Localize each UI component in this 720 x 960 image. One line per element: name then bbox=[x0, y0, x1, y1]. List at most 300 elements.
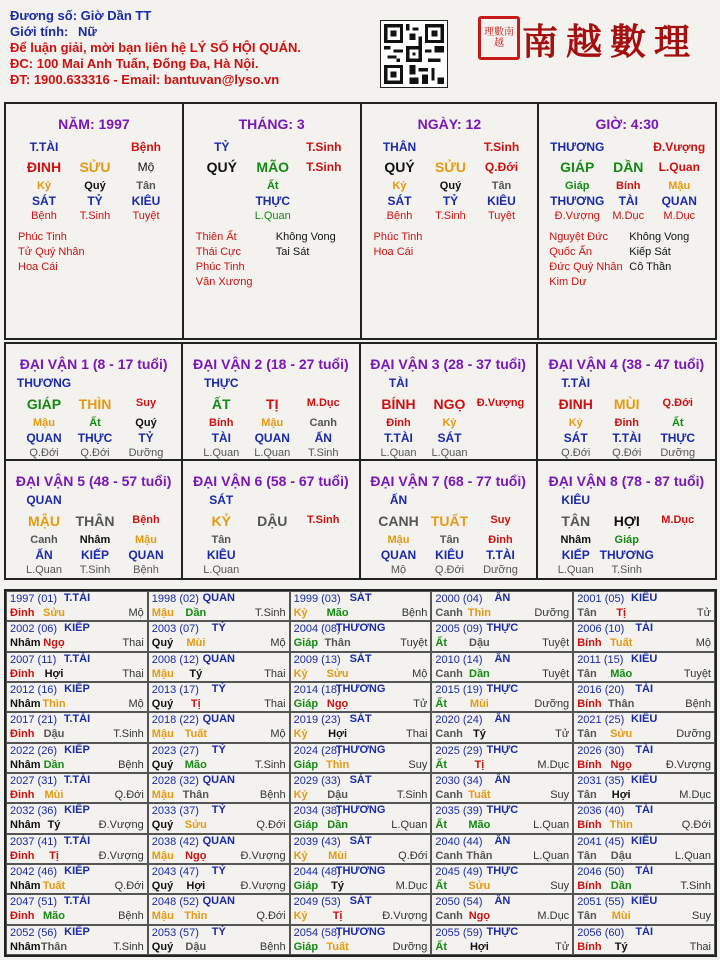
annual-cell bbox=[148, 652, 290, 682]
annual-god: SÁT bbox=[349, 713, 372, 726]
dai-van-stage: Suy bbox=[490, 514, 511, 526]
dai-van-god: THỰC bbox=[203, 376, 239, 390]
annual-cell bbox=[6, 743, 148, 773]
annual-god: TỶ bbox=[211, 804, 226, 817]
annual-cell bbox=[431, 682, 573, 712]
annual-can: Ất bbox=[435, 819, 447, 832]
annual-year: 2010 (14) bbox=[435, 653, 483, 666]
annual-can: Mậu bbox=[151, 910, 174, 923]
annual-year: 2007 (11) bbox=[10, 653, 57, 666]
hidden-stem-2: Bính bbox=[616, 180, 641, 192]
annual-year: 2000 (04) bbox=[435, 593, 483, 605]
annual-cell bbox=[6, 652, 148, 682]
annual-god: SÁT bbox=[349, 652, 372, 665]
annual-chi: Tị bbox=[616, 607, 627, 619]
annual-stage: L.Quan bbox=[533, 819, 570, 832]
dai-van-title: ĐẠI VẬN 7 (68 - 77 tuổi) bbox=[370, 473, 526, 489]
pillar-can: QUÝ bbox=[384, 159, 415, 175]
annual-stage: T.Sinh bbox=[396, 789, 428, 801]
dai-van-title: ĐẠI VẬN 1 (8 - 17 tuổi) bbox=[19, 356, 168, 372]
hidden-stage-2: M.Dục bbox=[612, 210, 645, 222]
annual-god: KIÊU bbox=[631, 834, 658, 847]
hidden-stage-1: L.Quan bbox=[380, 447, 417, 459]
annual-god: TÀI bbox=[635, 804, 654, 817]
hidden-stem-2: Mậu bbox=[261, 417, 284, 429]
annual-year: 2045 (49) bbox=[435, 866, 483, 878]
annual-cell bbox=[6, 803, 148, 833]
annual-can: Nhâm bbox=[10, 758, 41, 771]
dai-van-god: KIÊU bbox=[561, 493, 591, 507]
annual-year: 2006 (10) bbox=[577, 623, 625, 636]
annual-stage: Suy bbox=[408, 758, 428, 771]
annual-can: Đinh bbox=[10, 728, 35, 741]
annual-cell bbox=[431, 773, 573, 803]
annual-year: 2024 (28) bbox=[293, 744, 341, 757]
annual-cell bbox=[148, 621, 290, 651]
annual-cell bbox=[431, 894, 573, 924]
annual-chi: Thìn bbox=[184, 910, 208, 923]
annual-god: TỶ bbox=[211, 683, 226, 695]
annual-god: KIẾP bbox=[64, 865, 90, 877]
dai-van-stage: Q.Đới bbox=[662, 397, 693, 409]
annual-can: Bính bbox=[577, 940, 602, 953]
qr-code-icon[interactable] bbox=[380, 20, 448, 88]
hidden-stem-2: Quý bbox=[439, 180, 462, 192]
annual-chi: Tuất bbox=[609, 637, 633, 650]
annual-can: Đinh bbox=[10, 607, 35, 619]
annual-cell bbox=[290, 834, 432, 864]
hidden-god-3: QUAN bbox=[661, 194, 697, 208]
annual-chi: Thân bbox=[40, 940, 68, 953]
annual-year: 2038 (42) bbox=[151, 835, 199, 848]
hidden-god-2: THỰC bbox=[77, 431, 113, 445]
annual-chi: Sửu bbox=[326, 667, 349, 680]
dai-van-cell bbox=[538, 461, 715, 578]
annual-can: Bính bbox=[577, 819, 602, 832]
annual-god: THƯƠNG bbox=[335, 683, 386, 695]
annual-year: 2009 (13) bbox=[293, 653, 341, 666]
annual-cell bbox=[148, 925, 290, 955]
pillar-chi: SỬU bbox=[434, 159, 467, 175]
pillar-chi: MÃO bbox=[256, 159, 290, 175]
annual-chi: Hợi bbox=[44, 667, 64, 680]
annual-can: Đinh bbox=[10, 667, 35, 680]
annual-god: SÁT bbox=[349, 592, 372, 604]
annual-god: QUAN bbox=[202, 774, 235, 786]
hidden-god-1: QUAN bbox=[26, 431, 62, 445]
annual-cell bbox=[6, 894, 148, 924]
annual-chi: Mão bbox=[468, 819, 491, 832]
hidden-god-1: SÁT bbox=[563, 431, 588, 445]
annual-god: T.TÀI bbox=[63, 652, 91, 665]
dai-van-god: T.TÀI bbox=[561, 376, 591, 390]
annual-chi: Hợi bbox=[469, 940, 489, 953]
pillar-god-right: T.Sinh bbox=[483, 140, 520, 154]
annual-can: Quý bbox=[151, 698, 174, 710]
annual-god: THỰC bbox=[486, 865, 519, 877]
annual-stage: T.Sinh bbox=[680, 880, 711, 892]
hidden-stage-3: Tuyệt bbox=[487, 210, 516, 222]
annual-stage: T.Sinh bbox=[255, 758, 286, 771]
hidden-god-3: THỰC bbox=[660, 431, 696, 445]
pillar-day bbox=[362, 104, 540, 338]
annual-cell bbox=[573, 773, 715, 803]
annual-cell bbox=[6, 591, 148, 621]
annual-stage: Tuyệt bbox=[400, 637, 428, 650]
annual-can: Tân bbox=[577, 789, 597, 801]
annual-stage: M.Dục bbox=[537, 758, 570, 771]
hidden-stem-1: Mậu bbox=[33, 417, 55, 429]
annual-can: Đinh bbox=[10, 849, 35, 862]
annual-cell bbox=[6, 773, 148, 803]
annual-chi: Thân bbox=[324, 637, 351, 650]
annual-god: QUAN bbox=[202, 713, 235, 726]
annual-chi: Dần bbox=[469, 667, 490, 680]
dai-van-cell bbox=[538, 344, 715, 461]
annual-cell bbox=[290, 803, 432, 833]
annual-chi: Mùi bbox=[44, 789, 64, 801]
annual-god: ẤN bbox=[494, 834, 511, 847]
annual-god: KIẾP bbox=[64, 622, 90, 635]
hidden-stage-2: L.Quan bbox=[431, 447, 468, 459]
annual-stage: Suy bbox=[692, 910, 711, 923]
annual-god: T.TÀI bbox=[63, 895, 91, 908]
special-stars-left: Thiên Ất Thái Cực Phúc Tinh Văn Xương bbox=[195, 231, 253, 288]
annual-year: 2036 (40) bbox=[577, 805, 625, 818]
annual-year: 2013 (17) bbox=[151, 684, 199, 696]
annual-year: 1999 (03) bbox=[293, 593, 341, 605]
annual-can: Nhâm bbox=[10, 637, 41, 650]
pillar-chi-god: Bệnh bbox=[131, 140, 161, 154]
annual-chi: Dậu bbox=[185, 940, 207, 953]
annual-can: Mậu bbox=[151, 728, 174, 741]
annual-god: TỶ bbox=[211, 743, 226, 756]
annual-stage: Thai bbox=[689, 940, 711, 953]
annual-year: 2015 (19) bbox=[435, 684, 483, 696]
annual-stage: Đ.Vượng bbox=[98, 819, 144, 832]
annual-can: Giáp bbox=[293, 758, 319, 771]
hidden-stage-2: T.Sinh bbox=[435, 210, 466, 222]
annual-can: Ất bbox=[435, 758, 447, 771]
annual-god: ẤN bbox=[494, 592, 511, 604]
annual-can: Kỷ bbox=[293, 728, 308, 741]
annual-stage: Suy bbox=[550, 789, 570, 801]
annual-year: 2002 (06) bbox=[10, 623, 58, 636]
annual-can: Tân bbox=[577, 910, 597, 923]
annual-god: QUAN bbox=[202, 834, 235, 847]
dai-van-stage: Đ.Vượng bbox=[476, 397, 525, 409]
special-stars-left: Nguyệt Đức Quốc Ấn Đức Quý Nhân Kim Dư bbox=[549, 231, 623, 288]
annual-stage: Tử bbox=[555, 728, 570, 741]
annual-year: 1998 (02) bbox=[151, 593, 199, 605]
annual-cell bbox=[148, 894, 290, 924]
annual-cell bbox=[573, 834, 715, 864]
annual-cell bbox=[431, 712, 573, 742]
hidden-stem-3: Mậu bbox=[668, 180, 691, 192]
annual-god: TÀI bbox=[635, 865, 654, 877]
annual-can: Canh bbox=[435, 910, 463, 923]
annual-stage: Đ.Vượng bbox=[240, 849, 286, 862]
annual-god: QUAN bbox=[202, 592, 235, 604]
annual-year: 2033 (37) bbox=[151, 805, 199, 818]
annual-god: THỰC bbox=[486, 804, 519, 817]
pillar-year bbox=[6, 104, 184, 338]
annual-cell bbox=[148, 834, 290, 864]
annual-stage: Q.Đới bbox=[398, 849, 428, 862]
annual-year: 2053 (57) bbox=[151, 926, 199, 939]
annual-cell bbox=[290, 925, 432, 955]
annual-year: 2032 (36) bbox=[10, 805, 58, 818]
hidden-god-2: QUAN bbox=[254, 431, 290, 445]
annual-cell bbox=[573, 621, 715, 651]
annual-can: Giáp bbox=[293, 880, 319, 892]
annual-god: TÀI bbox=[635, 622, 654, 635]
annual-can: Canh bbox=[435, 849, 463, 862]
hidden-stage-3: M.Dục bbox=[663, 210, 696, 222]
hidden-stage-1: L.Quan bbox=[557, 564, 594, 576]
annual-luck-table bbox=[4, 589, 717, 957]
annual-chi: Ngọ bbox=[185, 849, 207, 862]
hidden-god-1: T.TÀI bbox=[384, 431, 413, 445]
dai-van-cell bbox=[361, 461, 538, 578]
annual-year: 2020 (24) bbox=[435, 714, 483, 727]
hidden-god-3: TỶ bbox=[138, 431, 154, 445]
pillar-god: THƯƠNG bbox=[550, 140, 605, 154]
annual-cell bbox=[290, 652, 432, 682]
annual-year: 2037 (41) bbox=[10, 835, 58, 848]
annual-chi: Mùi bbox=[186, 637, 206, 650]
annual-cell bbox=[573, 864, 715, 894]
annual-can: Giáp bbox=[293, 819, 319, 832]
pillar-god: TỶ bbox=[214, 140, 230, 154]
dai-van-chi: NGỌ bbox=[433, 396, 466, 412]
hidden-stem-1: Tân bbox=[211, 534, 232, 546]
hidden-god-2: T.TÀI bbox=[612, 431, 642, 445]
hidden-stage-2: Q.Đới bbox=[434, 564, 465, 576]
annual-cell bbox=[573, 894, 715, 924]
annual-cell bbox=[431, 621, 573, 651]
annual-can: Tân bbox=[577, 607, 597, 619]
annual-year: 2047 (51) bbox=[10, 896, 58, 909]
annual-stage: M.Dục bbox=[537, 910, 570, 923]
annual-cell bbox=[148, 864, 290, 894]
annual-god: TỶ bbox=[211, 622, 226, 635]
annual-cell bbox=[6, 864, 148, 894]
annual-stage: Mộ bbox=[695, 637, 711, 650]
annual-can: Canh bbox=[435, 728, 463, 741]
address-line: ĐC: 100 Mai Anh Tuấn, Đống Đa, Hà Nội. bbox=[10, 56, 259, 71]
hidden-god-3: KIÊU bbox=[131, 194, 161, 208]
annual-can: Quý bbox=[151, 819, 174, 832]
annual-chi: Mùi bbox=[611, 910, 631, 923]
annual-chi: Hợi bbox=[611, 789, 631, 801]
phone-email-line: ĐT: 1900.633316 - Email: bantuvan@lyso.vn bbox=[10, 72, 280, 87]
annual-cell bbox=[148, 803, 290, 833]
annual-stage: T.Sinh bbox=[113, 728, 144, 741]
contact-line: Để luận giải, mời bạn liên hệ LÝ SỐ HỘI QUÁN. bbox=[10, 40, 301, 55]
annual-stage: Thai bbox=[264, 698, 286, 710]
pillar-chi: DẦN bbox=[613, 159, 644, 175]
annual-god: T.TÀI bbox=[63, 713, 91, 726]
hidden-god-1: THỰC bbox=[255, 194, 291, 208]
annual-cell bbox=[290, 864, 432, 894]
annual-stage: Tử bbox=[696, 607, 711, 619]
pillar-chi-stage: L.Quan bbox=[658, 160, 700, 174]
dai-van-cell bbox=[361, 344, 538, 461]
annual-cell bbox=[431, 834, 573, 864]
hidden-god-1: SÁT bbox=[387, 194, 412, 208]
annual-god: THỰC bbox=[486, 743, 519, 756]
hidden-god-1: QUAN bbox=[380, 548, 417, 562]
annual-god: THƯƠNG bbox=[335, 743, 386, 756]
annual-chi: Ngọ bbox=[43, 637, 65, 650]
hidden-god-2: THƯƠNG bbox=[599, 548, 654, 562]
annual-stage: Tuyệt bbox=[683, 667, 711, 680]
dai-van-stage: T.Sinh bbox=[307, 514, 340, 526]
annual-god: KIẾP bbox=[64, 804, 90, 817]
annual-stage: Bệnh bbox=[401, 607, 428, 619]
annual-chi: Mùi bbox=[469, 698, 489, 710]
annual-chi: Thìn bbox=[42, 698, 66, 710]
annual-can: Giáp bbox=[293, 940, 319, 953]
annual-chi: Tý bbox=[331, 880, 345, 892]
hidden-god-1: TÀI bbox=[211, 431, 231, 445]
annual-year: 2041 (45) bbox=[577, 835, 625, 848]
annual-year: 2031 (35) bbox=[577, 775, 625, 787]
annual-god: SÁT bbox=[349, 774, 372, 786]
annual-chi: Thìn bbox=[467, 607, 491, 619]
annual-chi: Tý bbox=[47, 819, 61, 832]
hidden-god-2: TỶ bbox=[442, 194, 459, 208]
annual-can: Canh bbox=[435, 667, 463, 680]
brand-logo: 南越數理 bbox=[522, 21, 699, 63]
annual-god: THỰC bbox=[486, 622, 519, 635]
annual-cell bbox=[431, 652, 573, 682]
hidden-god-1: ẤN bbox=[35, 548, 53, 562]
hidden-stage-3: Bệnh bbox=[133, 564, 159, 576]
annual-cell bbox=[431, 591, 573, 621]
annual-chi: Thân bbox=[182, 789, 209, 801]
annual-stage: Bệnh bbox=[685, 698, 711, 710]
annual-chi: Thìn bbox=[325, 758, 350, 771]
annual-can: Đinh bbox=[10, 910, 35, 923]
annual-year: 2056 (60) bbox=[577, 926, 625, 939]
annual-chi: Dậu bbox=[469, 637, 490, 650]
annual-cell bbox=[148, 743, 290, 773]
annual-chi: Mùi bbox=[328, 849, 348, 862]
hidden-stage-1: L.Quan bbox=[203, 447, 240, 459]
annual-chi: Tý bbox=[189, 667, 203, 680]
annual-stage: L.Quan bbox=[391, 819, 428, 832]
pillar-can: ĐINH bbox=[26, 159, 62, 175]
annual-stage: Mộ bbox=[128, 698, 144, 710]
owner-name: Đương số: Giờ Dần TT bbox=[10, 8, 152, 23]
annual-can: Kỷ bbox=[293, 789, 308, 801]
hidden-stage-3: T.Sinh bbox=[307, 447, 339, 459]
annual-god: QUAN bbox=[202, 652, 235, 665]
annual-stage: Q.Đới bbox=[256, 819, 286, 832]
hidden-stem-2: Quý bbox=[84, 180, 106, 192]
annual-can: Nhâm bbox=[10, 880, 41, 892]
annual-chi: Ngọ bbox=[326, 698, 349, 710]
annual-cell bbox=[148, 712, 290, 742]
annual-cell bbox=[573, 591, 715, 621]
annual-can: Kỷ bbox=[293, 849, 308, 862]
annual-can: Quý bbox=[151, 758, 174, 771]
hidden-stem-3: Canh bbox=[309, 417, 337, 429]
annual-year: 2046 (50) bbox=[577, 866, 625, 878]
dai-van-cell bbox=[183, 344, 360, 461]
pillar-chi-stage: Q.Đới bbox=[484, 160, 519, 174]
annual-stage: Bệnh bbox=[118, 910, 144, 923]
annual-chi: Tị bbox=[332, 910, 343, 923]
hidden-god-3: T.TÀI bbox=[486, 548, 515, 562]
annual-year: 2054 (58) bbox=[293, 926, 341, 939]
dai-van-chi: MÙI bbox=[613, 396, 640, 412]
hidden-stage-1: Bệnh bbox=[31, 210, 57, 222]
hidden-god-2: TÀI bbox=[618, 194, 638, 208]
header-info bbox=[10, 8, 301, 88]
annual-can: Ất bbox=[435, 637, 447, 650]
annual-year: 2011 (15) bbox=[577, 653, 624, 666]
annual-year: 2029 (33) bbox=[293, 775, 341, 787]
annual-stage: Tử bbox=[555, 940, 570, 953]
dai-van-stage: Suy bbox=[135, 397, 157, 409]
annual-cell bbox=[148, 682, 290, 712]
gender-line: Giới tính: Nữ bbox=[10, 24, 97, 39]
annual-stage: Suy bbox=[550, 880, 570, 892]
annual-year: 2042 (46) bbox=[10, 866, 58, 878]
annual-stage: Dưỡng bbox=[392, 940, 428, 953]
annual-can: Nhâm bbox=[10, 940, 41, 953]
annual-stage: Dưỡng bbox=[534, 698, 570, 710]
annual-can: Kỷ bbox=[293, 910, 308, 923]
annual-year: 2050 (54) bbox=[435, 896, 483, 909]
annual-can: Bính bbox=[577, 637, 602, 650]
dai-van-title: ĐẠI VẬN 3 (28 - 37 tuổi) bbox=[370, 356, 526, 372]
annual-stage: Đ.Vượng bbox=[98, 849, 144, 862]
annual-god: SÁT bbox=[349, 834, 372, 847]
annual-god: KIẾP bbox=[64, 683, 90, 695]
annual-stage: Bệnh bbox=[259, 940, 286, 953]
special-stars-right: Không Vong Tai Sát bbox=[275, 231, 336, 258]
annual-chi: Tị bbox=[474, 758, 485, 771]
annual-can: Canh bbox=[435, 607, 463, 619]
annual-year: 2022 (26) bbox=[10, 744, 58, 757]
hidden-stage-3: Dưỡng bbox=[483, 564, 518, 576]
pillar-title: GIỜ: 4:30 bbox=[595, 116, 659, 132]
pillar-month bbox=[184, 104, 362, 338]
annual-chi: Dậu bbox=[43, 728, 65, 741]
hidden-god-3: QUAN bbox=[128, 548, 164, 562]
pillar-title: NGÀY: 12 bbox=[417, 116, 482, 132]
dai-van-god: THƯƠNG bbox=[16, 376, 72, 390]
annual-year: 2021 (25) bbox=[577, 714, 625, 727]
dai-van-can: KỶ bbox=[211, 513, 231, 529]
dai-van-title: ĐẠI VẬN 5 (48 - 57 tuổi) bbox=[15, 473, 172, 489]
annual-stage: M.Dục bbox=[395, 880, 428, 892]
annual-year: 2026 (30) bbox=[577, 744, 625, 757]
dai-van-cell bbox=[6, 344, 183, 461]
annual-stage: Tuyệt bbox=[542, 637, 570, 650]
dai-van-chi: TỊ bbox=[266, 396, 279, 412]
annual-stage: T.Sinh bbox=[113, 940, 144, 953]
annual-year: 2049 (53) bbox=[293, 896, 341, 909]
dai-van-panel bbox=[4, 342, 717, 580]
annual-cell bbox=[290, 621, 432, 651]
annual-cell bbox=[6, 712, 148, 742]
annual-can: Bính bbox=[577, 758, 602, 771]
